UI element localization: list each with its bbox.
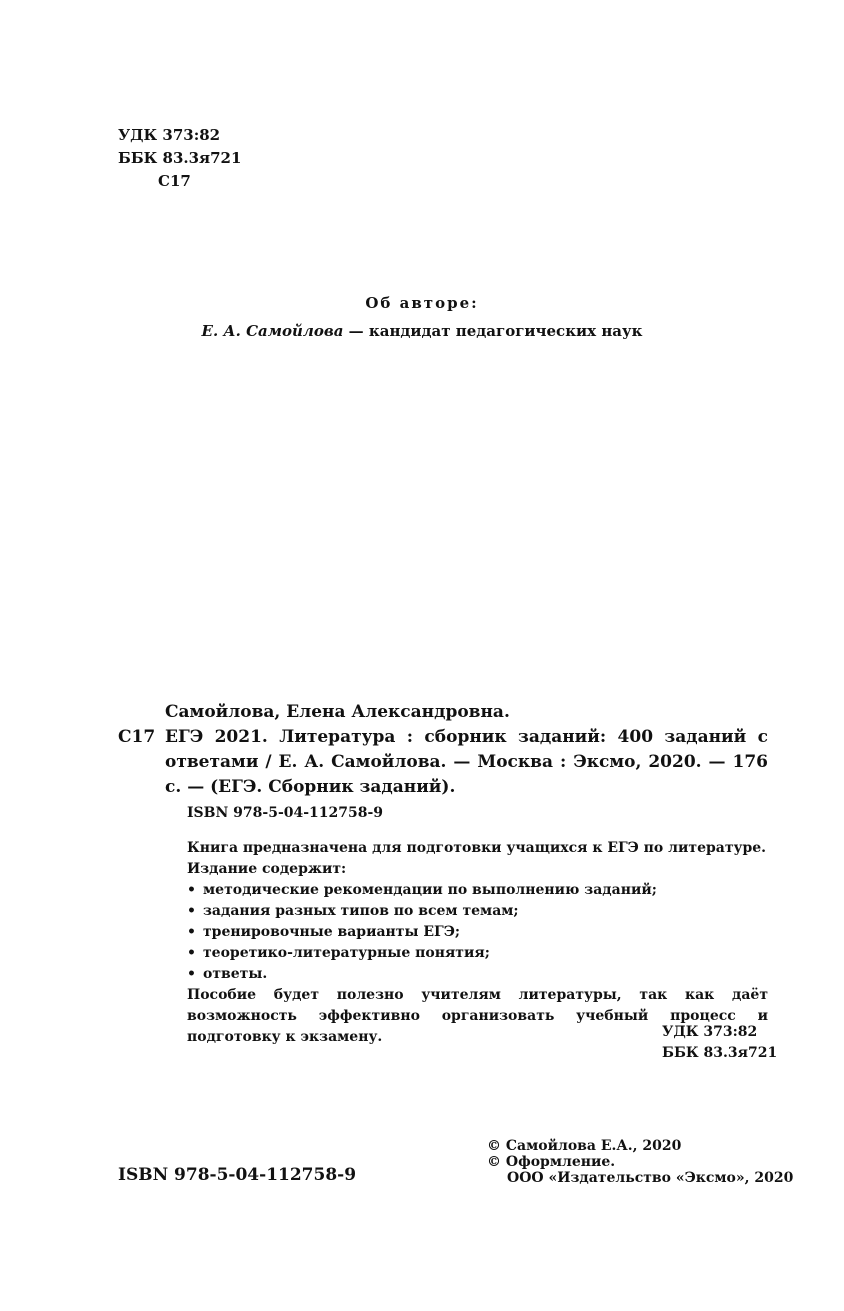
bullet-icon: • bbox=[187, 882, 196, 898]
catalog-card-isbn: ISBN 978-5-04-112758-9 bbox=[187, 805, 384, 821]
bullet-icon: • bbox=[187, 945, 196, 961]
catalog-card-author-mark: С17 bbox=[118, 727, 156, 747]
author-name: Е. А. Самойлова bbox=[201, 322, 344, 340]
author-mark: С17 bbox=[158, 172, 191, 190]
author-credentials: — кандидат педагогических наук bbox=[343, 322, 643, 340]
list-item-text: тренировочные варианты ЕГЭ; bbox=[203, 924, 461, 940]
list-item-text: задания разных типов по всем темам; bbox=[203, 903, 519, 919]
copyright-block bbox=[487, 1138, 793, 1186]
bullet-icon: • bbox=[187, 903, 196, 919]
annotation-line: Издание содержит: bbox=[187, 861, 347, 877]
right-classification-codes bbox=[662, 1022, 777, 1064]
list-item bbox=[165, 964, 768, 985]
list-item-text: теоретико-литературные понятия; bbox=[203, 945, 490, 961]
list-item bbox=[165, 943, 768, 964]
bullet-icon: • bbox=[187, 924, 196, 940]
isbn: ISBN 978-5-04-112758-9 bbox=[118, 1165, 357, 1185]
bbk-code: ББК 83.3я721 bbox=[662, 1045, 778, 1061]
list-item bbox=[165, 901, 768, 922]
list-item-text: ответы. bbox=[203, 966, 268, 982]
annotation-line: Книга предназначена для подготовки учащихся к ЕГЭ по литературе. bbox=[187, 840, 767, 856]
copyright-line: ООО «Издательство «Эксмо», 2020 bbox=[507, 1170, 794, 1186]
list-item bbox=[165, 880, 768, 901]
copyright-line: © Оформление. bbox=[487, 1154, 616, 1170]
annotation-closing: Пособие будет полезно учителям литературы, так как даёт возможность эффективно организовать учебный процесс и подготовку к экзамену. bbox=[187, 987, 768, 1045]
list-item-text: методические рекомендации по выполнению заданий; bbox=[203, 882, 657, 898]
bullet-icon: • bbox=[187, 966, 196, 982]
udk-code: УДК 373:82 bbox=[662, 1024, 758, 1040]
annotation bbox=[165, 838, 768, 1048]
about-author-heading: Об авторе: bbox=[365, 294, 479, 312]
top-classification-codes bbox=[118, 124, 241, 193]
catalog-card-description: ЕГЭ 2021. Литература : сборник заданий: 400 заданий с ответами / Е. А. Самойлова. — Москва : Эксмо, 2020. — 176 с. — (ЕГЭ. Сборник заданий). bbox=[165, 727, 768, 797]
catalog-card-author: Самойлова, Елена Александровна. bbox=[165, 702, 510, 722]
udk-code: УДК 373:82 bbox=[118, 126, 221, 144]
about-author-text bbox=[0, 322, 844, 340]
list-item bbox=[165, 922, 768, 943]
copyright-line: © Самойлова Е.А., 2020 bbox=[487, 1138, 682, 1154]
bbk-code: ББК 83.3я721 bbox=[118, 149, 242, 167]
